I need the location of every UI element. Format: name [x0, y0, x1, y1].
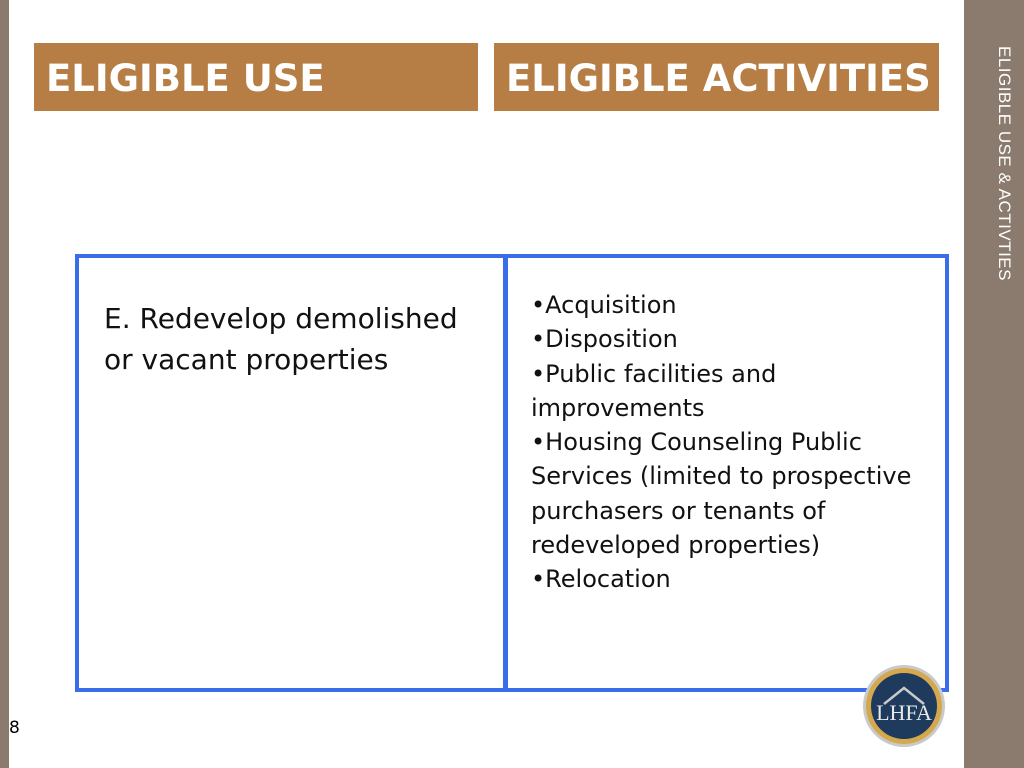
table-column-divider: [503, 254, 508, 692]
left-decor-strip: [0, 0, 9, 768]
activity-item: •Relocation: [531, 565, 671, 594]
eligible-activities-header: ELIGIBLE ACTIVITIES: [494, 43, 939, 111]
lhfa-logo: [862, 664, 946, 748]
logo-text: LHFA: [876, 700, 932, 725]
right-sidebar-strip: [964, 0, 1024, 768]
eligible-use-header: ELIGIBLE USE: [34, 43, 478, 111]
page-number: 8: [9, 718, 20, 738]
activity-item: •Public facilities and improvements: [531, 359, 777, 422]
activity-item: •Acquisition: [531, 291, 677, 319]
activity-item: •Housing Counseling Public Services (limited to prospective purchasers or tenants of redeveloped properties): [531, 428, 912, 560]
eligible-use-cell: E. Redevelop demolished or vacant properties: [104, 302, 458, 376]
sidebar-vertical-title: ELIGIBLE USE & ACTIVTIES: [995, 46, 1014, 281]
activity-item: •Disposition: [531, 325, 678, 354]
eligible-activities-list: [531, 288, 941, 597]
